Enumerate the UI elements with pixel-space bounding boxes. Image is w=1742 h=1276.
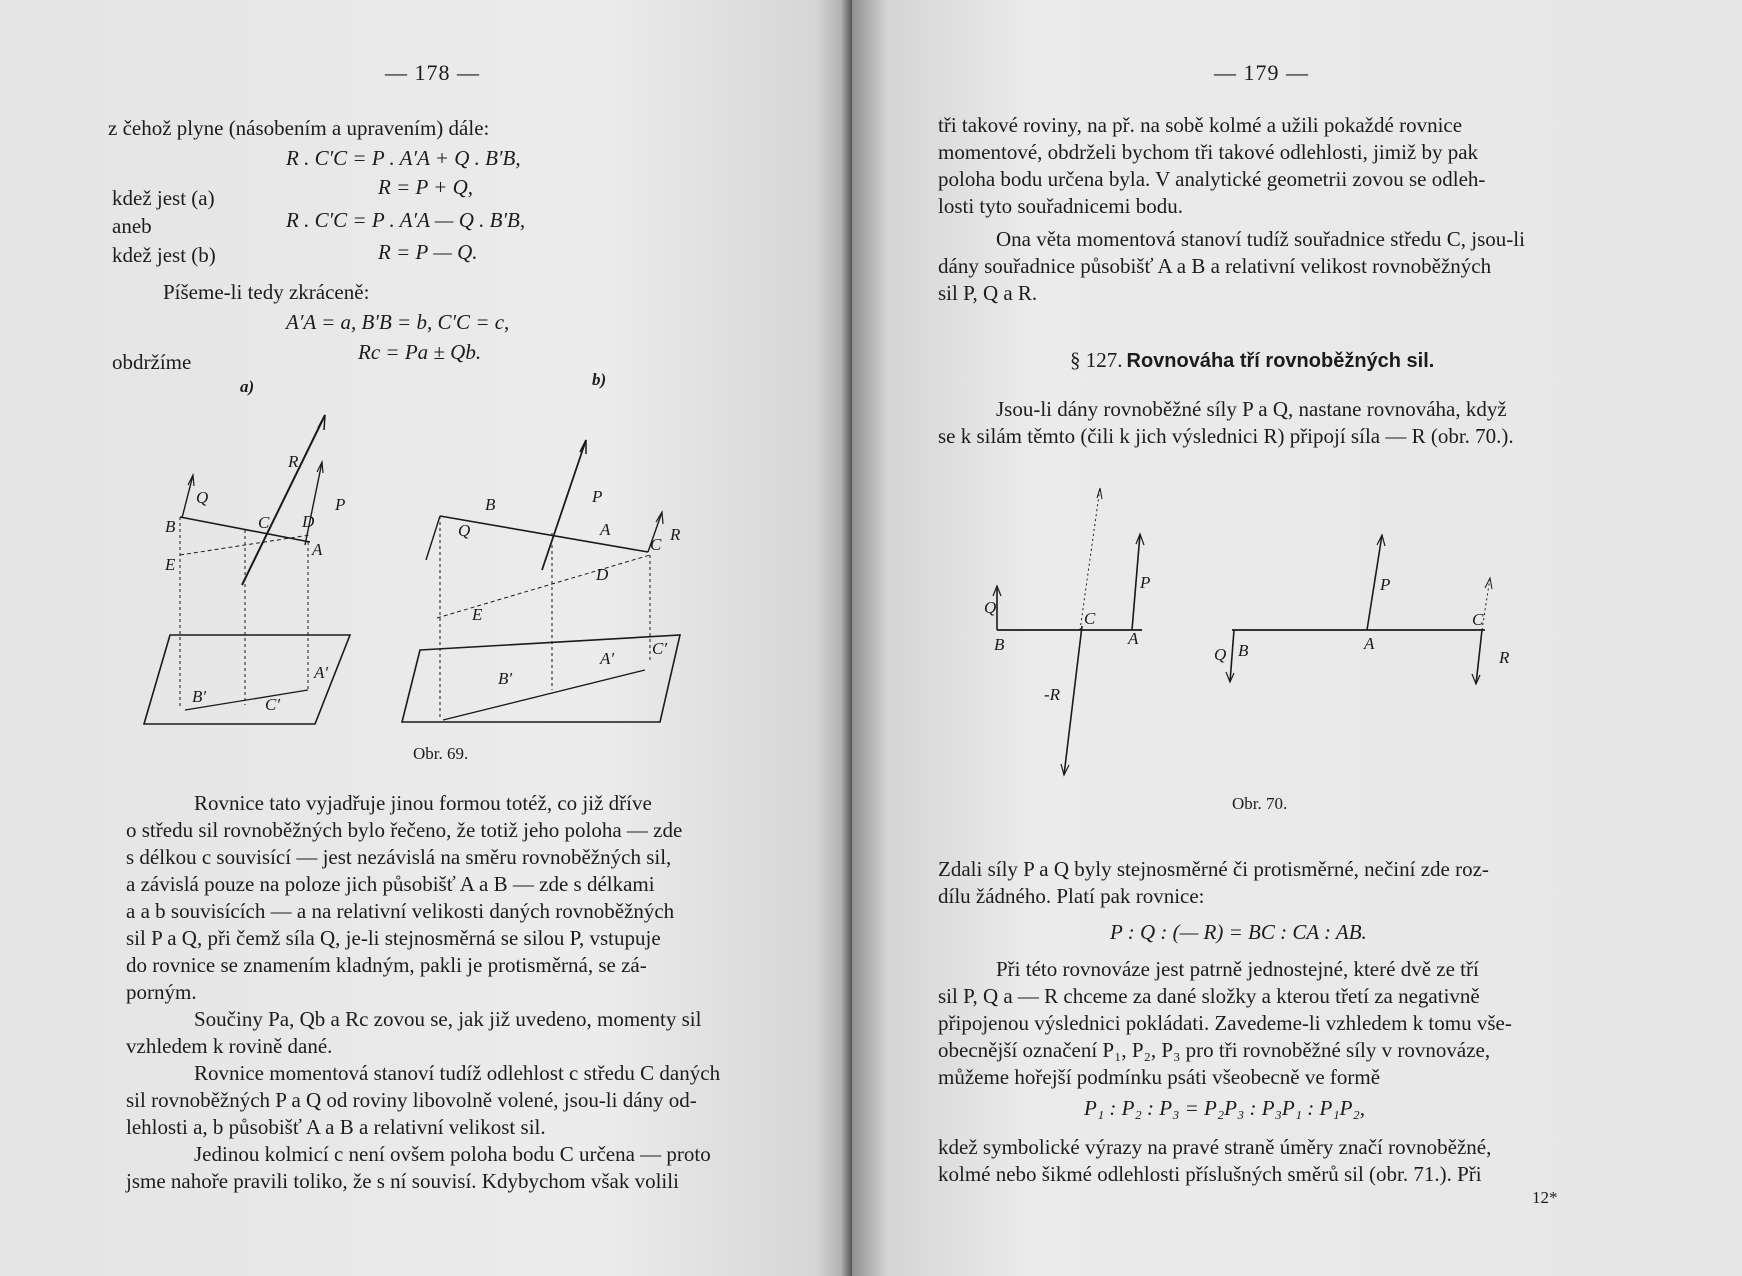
text-line: sil P a Q, při čemž síla Q, je-li stejnosměrná se silou P, vstupuje [126,926,661,950]
paragraph [126,790,720,1195]
text-line: Rovnice tato vyjadřuje jinou formou totéž, co již dříve [194,791,652,815]
condition-label: aneb [112,214,152,238]
text-line: Rovnice momentová stanoví tudíž odlehlost c středu C daných [194,1061,721,1085]
paragraph [938,396,1514,450]
text-line: sil P, Q a — R chceme za dané složky a kterou třetí za negativně [938,984,1480,1008]
label-C: C [1084,609,1096,628]
text-line: jsme nahoře pravili toliko, že s ní souvisí. Kdybychom však volili [126,1169,679,1193]
label-B: B [1238,641,1249,660]
label-D: D [596,565,609,584]
section-title: Rovnováha tří rovnoběžných sil. [1126,350,1435,372]
label-C: C [650,535,662,554]
text-line: Při této rovnováze jest patrně jednostejné, které dvě ze tří [996,957,1479,981]
label-Q: Q [458,521,471,540]
paragraph [938,112,1525,307]
figure-69-diagram [140,400,780,740]
label-C-prime: C′ [652,639,668,658]
text-line: sil P, Q a R. [938,281,1038,305]
text-line: losti tyto souřadnicemi bodu. [938,194,1183,218]
equation: A′A = a, B′B = b, C′C = c, [286,310,510,334]
text-line: porným. [126,980,197,1004]
label-A: A [312,540,323,559]
text-line: připojenou výslednici pokládati. Zavedeme-li vzhledem k tomu vše- [938,1011,1512,1035]
left-page [0,0,858,1276]
label-B: B [994,635,1005,654]
text-line: obecnější označení P₁, P₂, P₃ pro tři rovnoběžné síly v rovnováze, [938,1038,1491,1062]
page-number: — 178 — [385,60,480,85]
text-line: dány souřadnice působišť A a B a relativní velikost rovnoběžných [938,254,1492,278]
text-line: a a b souvisících — a na relativní velikosti daných rovnoběžných [126,899,675,923]
label-R: R [288,452,299,471]
figure-caption: Obr. 70. [1232,794,1288,813]
text-line: poloha bodu určena byla. V analytické geometrii zovou se odleh- [938,167,1486,191]
intro-text: z čehož plyne (násobením a upravením) dále: [108,116,490,140]
label-C-prime: C′ [265,695,281,714]
label-E: E [165,555,176,574]
text-line: s délkou c souvisící — jest nezávislá na směru rovnoběžných sil, [126,845,672,869]
label-B-prime: B′ [498,669,513,688]
text-line: Součiny Pa, Qb a Rc zovou se, jak již uvedeno, momenty sil [194,1007,702,1031]
text-line: kolmé nebo šikmé odlehlosti příslušných směrů sil (obr. 71.). Při [938,1162,1482,1186]
label-P: P [592,487,603,506]
text-line: do rovnice se znamením kladným, pakli je protisměrná, se zá- [126,953,647,977]
paragraph [938,856,1489,910]
section-number: § 127. [1070,348,1123,372]
label-P: P [1140,573,1151,592]
text-line: lehlosti a, b působišť A a B a relativní velikost sil. [126,1115,546,1139]
condition-label: kdež jest (a) [112,186,215,210]
paragraph [938,1134,1491,1188]
label-B: B [485,495,496,514]
text-line: Píšeme-li tedy zkráceně: [163,280,370,304]
section-heading [1070,348,1434,373]
equation: P₁ : P₂ : P₃ = P₂P₃ : P₃P₁ : P₁P₂, [1084,1096,1366,1120]
label-P: P [1380,575,1391,594]
label-A-prime: A′ [600,649,615,668]
text-line: Jsou-li dány rovnoběžné síly P a Q, nastane rovnováha, když [996,397,1507,421]
label-Q: Q [1214,645,1227,664]
label-minus-R: -R [1044,685,1061,704]
text-line: kdež symbolické výrazy na pravé straně úměry značí rovnoběžné, [938,1135,1492,1159]
label-A: A [600,520,611,539]
text-line: Zdali síly P a Q byly stejnosměrné či protisměrné, nečiní zde roz- [938,857,1489,881]
equation: P : Q : (— R) = BC : CA : AB. [1110,920,1367,944]
equation: Rc = Pa ± Qb. [358,340,482,364]
text-line: tři takové roviny, na př. na sobě kolmé a užili pokaždé rovnice [938,113,1463,137]
text-line: sil rovnoběžných P a Q od roviny libovolně volené, jsou-li dány od- [126,1088,697,1112]
paragraph [938,956,1512,1091]
label-R: R [1499,648,1510,667]
equation: R = P — Q. [378,240,478,264]
label-A-prime: A′ [314,663,329,682]
signature-mark: 12* [1532,1188,1558,1207]
text-line: můžeme hořejší podmínku psáti všeobecně ve formě [938,1065,1381,1089]
text-line: vzhledem k rovině dané. [126,1034,333,1058]
figure-label-a: a) [240,377,255,396]
label-A: A [1128,629,1139,648]
label-P: P [335,495,346,514]
label-R: R [670,525,681,544]
condition-label: kdež jest (b) [112,243,216,267]
equation: R = P + Q, [378,175,474,199]
right-page [852,0,1742,1276]
text-line: obdržíme [112,350,192,374]
text-line: o středu sil rovnoběžných bylo řečeno, že totiž jeho poloha — zde [126,818,683,842]
label-Q: Q [196,488,209,507]
text-line: Ona věta momentová stanoví tudíž souřadnice středu C, jsou-li [996,227,1525,251]
figure-70-diagram [982,478,1632,788]
text-line: dílu žádného. Platí pak rovnice: [938,884,1205,908]
figure-label-b: b) [592,370,607,389]
text-line: se k silám těmto (čili k jich výslednici R) připojí síla — R (obr. 70.). [938,424,1514,448]
text-line: a závislá pouze na poloze jich působišť A a B — zde s délkami [126,872,655,896]
label-Q: Q [984,598,997,617]
equation: R . C′C = P . A′A + Q . B′B, [286,146,521,170]
text-line: Jedinou kolmicí c není ovšem poloha bodu C určena — proto [194,1142,711,1166]
equation: R . C′C = P . A′A — Q . B′B, [286,208,526,232]
text-line: momentové, obdrželi bychom tři takové odlehlosti, jimiž by pak [938,140,1479,164]
label-B: B [165,517,176,536]
label-C: C [258,513,270,532]
figure-caption: Obr. 69. [413,744,469,763]
label-A: A [1364,634,1375,653]
label-B-prime: B′ [192,687,207,706]
label-D: D [302,512,315,531]
label-E: E [472,605,483,624]
page-number: — 179 — [1214,60,1309,85]
label-C: C [1472,610,1484,629]
